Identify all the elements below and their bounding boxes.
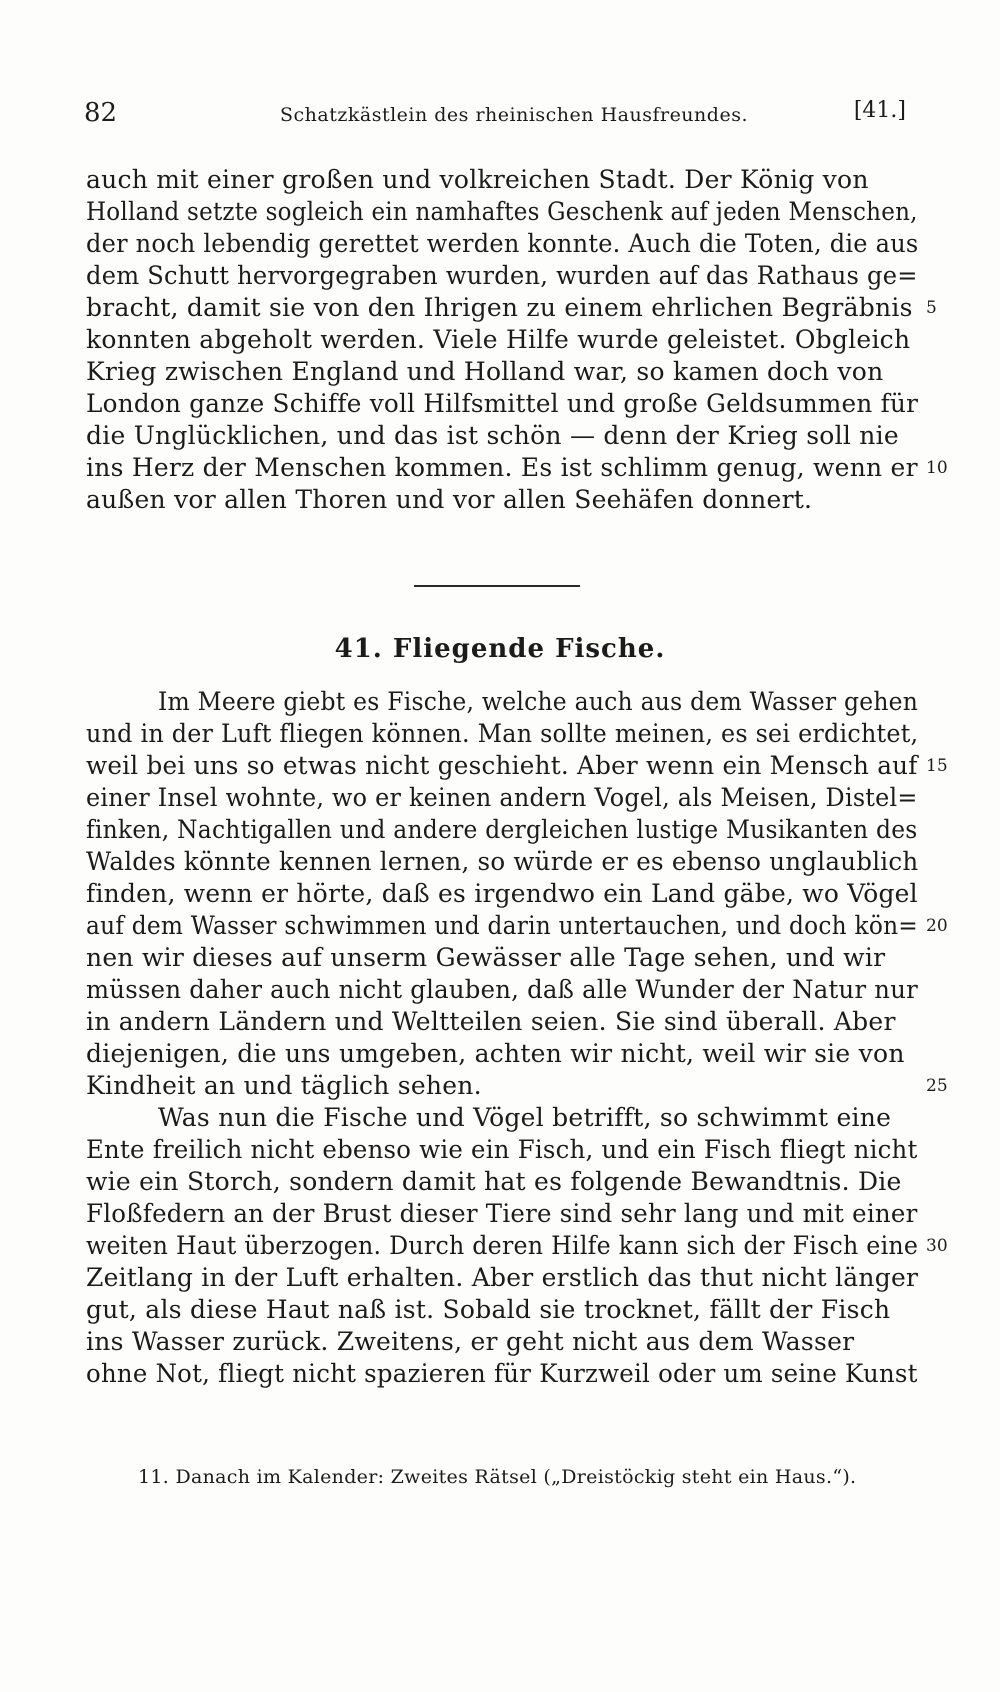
text-line: Waldes könnte kennen lernen, so würde er es ebenso unglaublich bbox=[86, 847, 919, 876]
text-line: in andern Ländern und Weltteilen seien. Sie sind überall. Aber bbox=[86, 1007, 896, 1036]
text-line: ins Herz der Menschen kommen. Es ist schlimm genug, wenn er bbox=[86, 453, 918, 482]
text-line: konnten abgeholt werden. Viele Hilfe wurde geleistet. Obgleich bbox=[86, 325, 911, 354]
line-number: 25 bbox=[926, 1076, 948, 1096]
text-line: Im Meere giebt es Fische, welche auch aus dem Wasser gehen bbox=[158, 687, 919, 716]
text-line: die Unglücklichen, und das ist schön — denn der Krieg soll nie bbox=[86, 421, 899, 450]
text-line: diejenigen, die uns umgeben, achten wir nicht, weil wir sie von bbox=[86, 1039, 905, 1068]
text-line: Zeitlang in der Luft erhalten. Aber erstlich das thut nicht länger bbox=[86, 1263, 919, 1292]
text-line: außen vor allen Thoren und vor allen Seehäfen donnert. bbox=[86, 485, 813, 514]
text-line: Ente freilich nicht ebenso wie ein Fisch, und ein Fisch fliegt nicht bbox=[86, 1135, 918, 1164]
line-number: 10 bbox=[926, 458, 948, 478]
text-line: Holland setzte sogleich ein namhaftes Geschenk auf jeden Menschen, bbox=[86, 197, 918, 226]
footnote: 11. Danach im Kalender: Zweites Rätsel („Dreistöckig steht ein Haus.“). bbox=[138, 1466, 857, 1488]
text-line: weil bei uns so etwas nicht geschieht. Aber wenn ein Mensch auf bbox=[86, 751, 918, 780]
text-line: müssen daher auch nicht glauben, daß alle Wunder der Natur nur bbox=[86, 975, 919, 1004]
text-line: nen wir dieses auf unserm Gewässer alle Tage sehen, und wir bbox=[86, 943, 886, 972]
text-line: gut, als diese Haut naß ist. Sobald sie trocknet, fällt der Fisch bbox=[86, 1295, 891, 1324]
text-line: ohne Not, fliegt nicht spazieren für Kurzweil oder um seine Kunst bbox=[86, 1359, 918, 1388]
line-number: 20 bbox=[926, 916, 948, 936]
running-title: Schatzkästlein des rheinischen Hausfreundes. bbox=[280, 104, 748, 126]
text-line: Floßfedern an der Brust dieser Tiere sind sehr lang und mit einer bbox=[86, 1199, 918, 1228]
text-line: dem Schutt hervorgegraben wurden, wurden auf das Rathaus ge= bbox=[86, 261, 918, 290]
text-line: bracht, damit sie von den Ihrigen zu einem ehrlichen Begräbnis bbox=[86, 293, 913, 322]
page-number: 82 bbox=[84, 98, 118, 128]
text-line: finken, Nachtigallen und andere dergleichen lustige Musikanten des bbox=[86, 815, 918, 844]
text-line: auch mit einer großen und volkreichen Stadt. Der König von bbox=[86, 165, 869, 194]
section-divider bbox=[414, 585, 580, 587]
text-line: London ganze Schiffe voll Hilfsmittel und große Geldsummen für bbox=[86, 389, 919, 418]
text-line: und in der Luft fliegen können. Man sollte meinen, es sei erdichtet, bbox=[86, 719, 919, 748]
text-line: Kindheit an und täglich sehen. bbox=[86, 1071, 482, 1100]
text-line: ins Wasser zurück. Zweitens, er geht nicht aus dem Wasser bbox=[86, 1327, 855, 1356]
section-reference: [41.] bbox=[853, 98, 906, 123]
line-number: 15 bbox=[926, 756, 948, 776]
line-number: 5 bbox=[926, 298, 937, 318]
text-line: Was nun die Fische und Vögel betrifft, so schwimmt eine bbox=[158, 1103, 892, 1132]
text-line: wie ein Storch, sondern damit hat es folgende Bewandtnis. Die bbox=[86, 1167, 902, 1196]
text-line: der noch lebendig gerettet werden konnte. Auch die Toten, die aus bbox=[86, 229, 919, 258]
section-heading: 41. Fliegende Fische. bbox=[334, 634, 666, 664]
text-line: einer Insel wohnte, wo er keinen andern Vogel, als Meisen, Distel= bbox=[86, 783, 918, 812]
text-line: Krieg zwischen England und Holland war, so kamen doch von bbox=[86, 357, 884, 386]
line-number: 30 bbox=[926, 1236, 948, 1256]
page-header bbox=[84, 98, 920, 132]
text-line: weiten Haut überzogen. Durch deren Hilfe kann sich der Fisch eine bbox=[86, 1231, 919, 1260]
text-line: auf dem Wasser schwimmen und darin untertauchen, und doch kön= bbox=[86, 911, 919, 940]
text-line: finden, wenn er hörte, daß es irgendwo ein Land gäbe, wo Vögel bbox=[86, 879, 918, 908]
